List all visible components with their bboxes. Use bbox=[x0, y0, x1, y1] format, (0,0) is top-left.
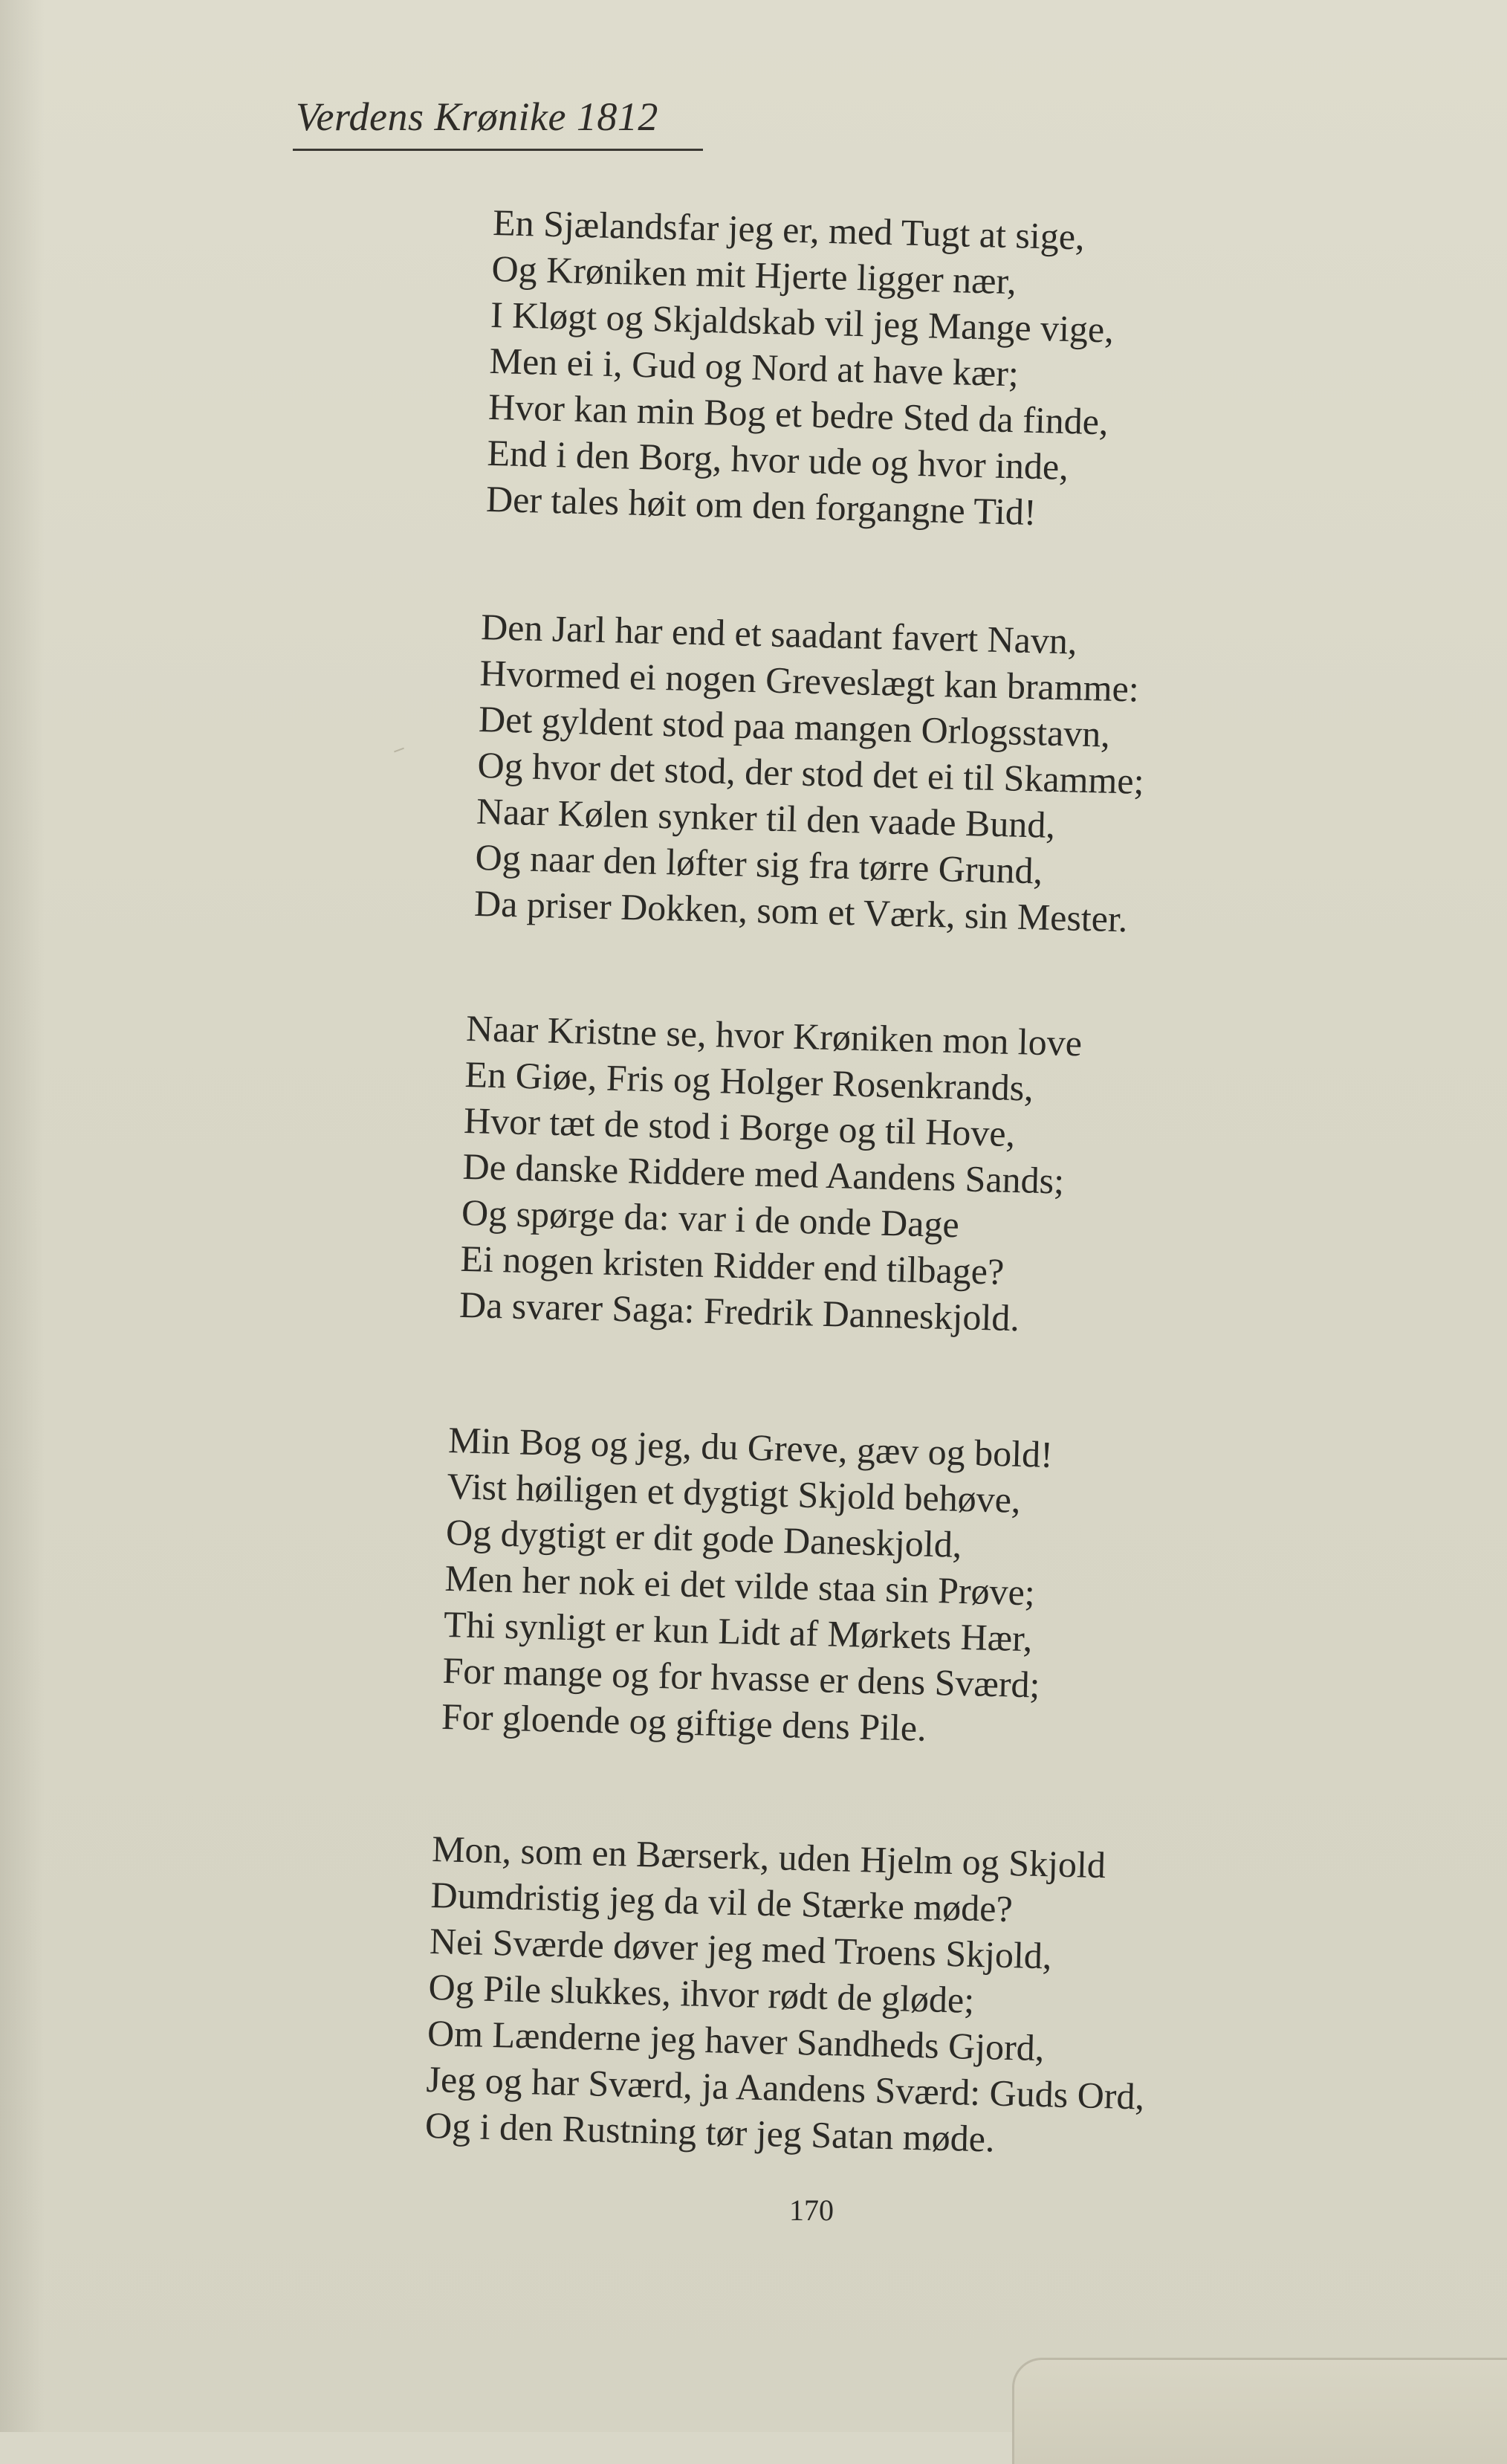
verse-line: Den Jarl har end et saadant favert Navn, bbox=[480, 605, 1078, 662]
verse-line: Ei nogen kristen Ridder end tilbage? bbox=[459, 1237, 1005, 1293]
verse-line: End i den Borg, hvor ude og hvor inde, bbox=[486, 431, 1069, 488]
verse-line: I Kløgt og Skjaldskab vil jeg Mange vige, bbox=[490, 293, 1115, 351]
verse-line: Da svarer Saga: Fredrik Danneskjold. bbox=[458, 1283, 1020, 1339]
stanza-2 bbox=[473, 604, 1147, 942]
verse-line: Hvormed ei nogen Greveslægt kan bramme: bbox=[479, 651, 1140, 710]
page-number: 170 bbox=[789, 2193, 834, 2227]
verse-line: Og Pile slukkes, ihvor rødt de gløde; bbox=[428, 1965, 975, 2021]
verse-line: En Sjælandsfar jeg er, med Tugt at sige, bbox=[492, 201, 1086, 258]
verse-line: Og spørge da: var i de onde Dage bbox=[461, 1191, 960, 1246]
page-gutter-shadow bbox=[0, 0, 45, 2432]
stanza-3 bbox=[458, 1005, 1082, 1342]
header-rule bbox=[293, 149, 703, 151]
verse-line: Om Lænderne jeg haver Sandheds Gjord, bbox=[427, 2011, 1045, 2069]
verse-line: Men her nok ei det vilde staa sin Prøve; bbox=[444, 1556, 1036, 1614]
verse-line: Hvor kan min Bog et bedre Sted da finde, bbox=[487, 385, 1109, 443]
verse-line: Det gyldent stod paa mangen Orlogsstavn, bbox=[478, 697, 1111, 755]
paper-speck bbox=[394, 748, 404, 753]
verse-line: For gloende og giftige dens Pile. bbox=[441, 1695, 927, 1749]
verse-line: Og i den Rustning tør jeg Satan møde. bbox=[424, 2104, 996, 2160]
verse-line: De danske Riddere med Aandens Sands; bbox=[462, 1145, 1065, 1202]
verse-line: Naar Kølen synker til den vaade Bund, bbox=[476, 789, 1056, 846]
verse-line: Og Krøniken mit Hjerte ligger nær, bbox=[491, 247, 1017, 303]
verse-line: Mon, som en Bærserk, uden Hjelm og Skjold bbox=[431, 1827, 1106, 1886]
verse-line: Da priser Dokken, som et Værk, sin Mester. bbox=[473, 882, 1129, 940]
verse-line: Jeg og har Sværd, ja Aandens Sværd: Guds Ord, bbox=[425, 2057, 1145, 2118]
stanza-1 bbox=[485, 199, 1116, 537]
verse-line: Naar Kristne se, hvor Krøniken mon love bbox=[465, 1006, 1083, 1064]
running-header: Verdens Krønike 1812 bbox=[296, 94, 658, 139]
verse-line: Nei Sværde døver jeg med Troens Skjold, bbox=[429, 1919, 1053, 1977]
verse-line: Hvor tæt de stod i Borge og til Hove, bbox=[463, 1099, 1016, 1155]
verse-line: Thi synligt er kun Lidt af Mørkets Hær, bbox=[443, 1603, 1033, 1660]
verse-line: Og naar den løfter sig fra tørre Grund, bbox=[474, 835, 1043, 892]
verse-line: Min Bog og jeg, du Greve, gæv og bold! bbox=[447, 1418, 1054, 1475]
page-corner-curl bbox=[1012, 2358, 1507, 2464]
verse-line: Dumdristig jeg da vil de Stærke møde? bbox=[430, 1873, 1014, 1930]
verse-line: For mange og for hvasse er dens Sværd; bbox=[441, 1649, 1041, 1706]
stanza-4 bbox=[441, 1417, 1053, 1754]
verse-line: Og dygtigt er dit gode Daneskjold, bbox=[445, 1510, 963, 1565]
verse-line: En Giøe, Fris og Holger Rosenkrands, bbox=[464, 1052, 1034, 1109]
verse-line: Og hvor det stod, der stod det ei til Skamme; bbox=[477, 743, 1145, 802]
verse-line: Vist høiligen et dygtigt Skjold behøve, bbox=[447, 1464, 1022, 1521]
verse-line: Men ei i, Gud og Nord at have kær; bbox=[489, 339, 1020, 395]
stanza-5 bbox=[424, 1826, 1150, 2165]
verse-line: Der tales høit om den forgangne Tid! bbox=[485, 477, 1037, 533]
